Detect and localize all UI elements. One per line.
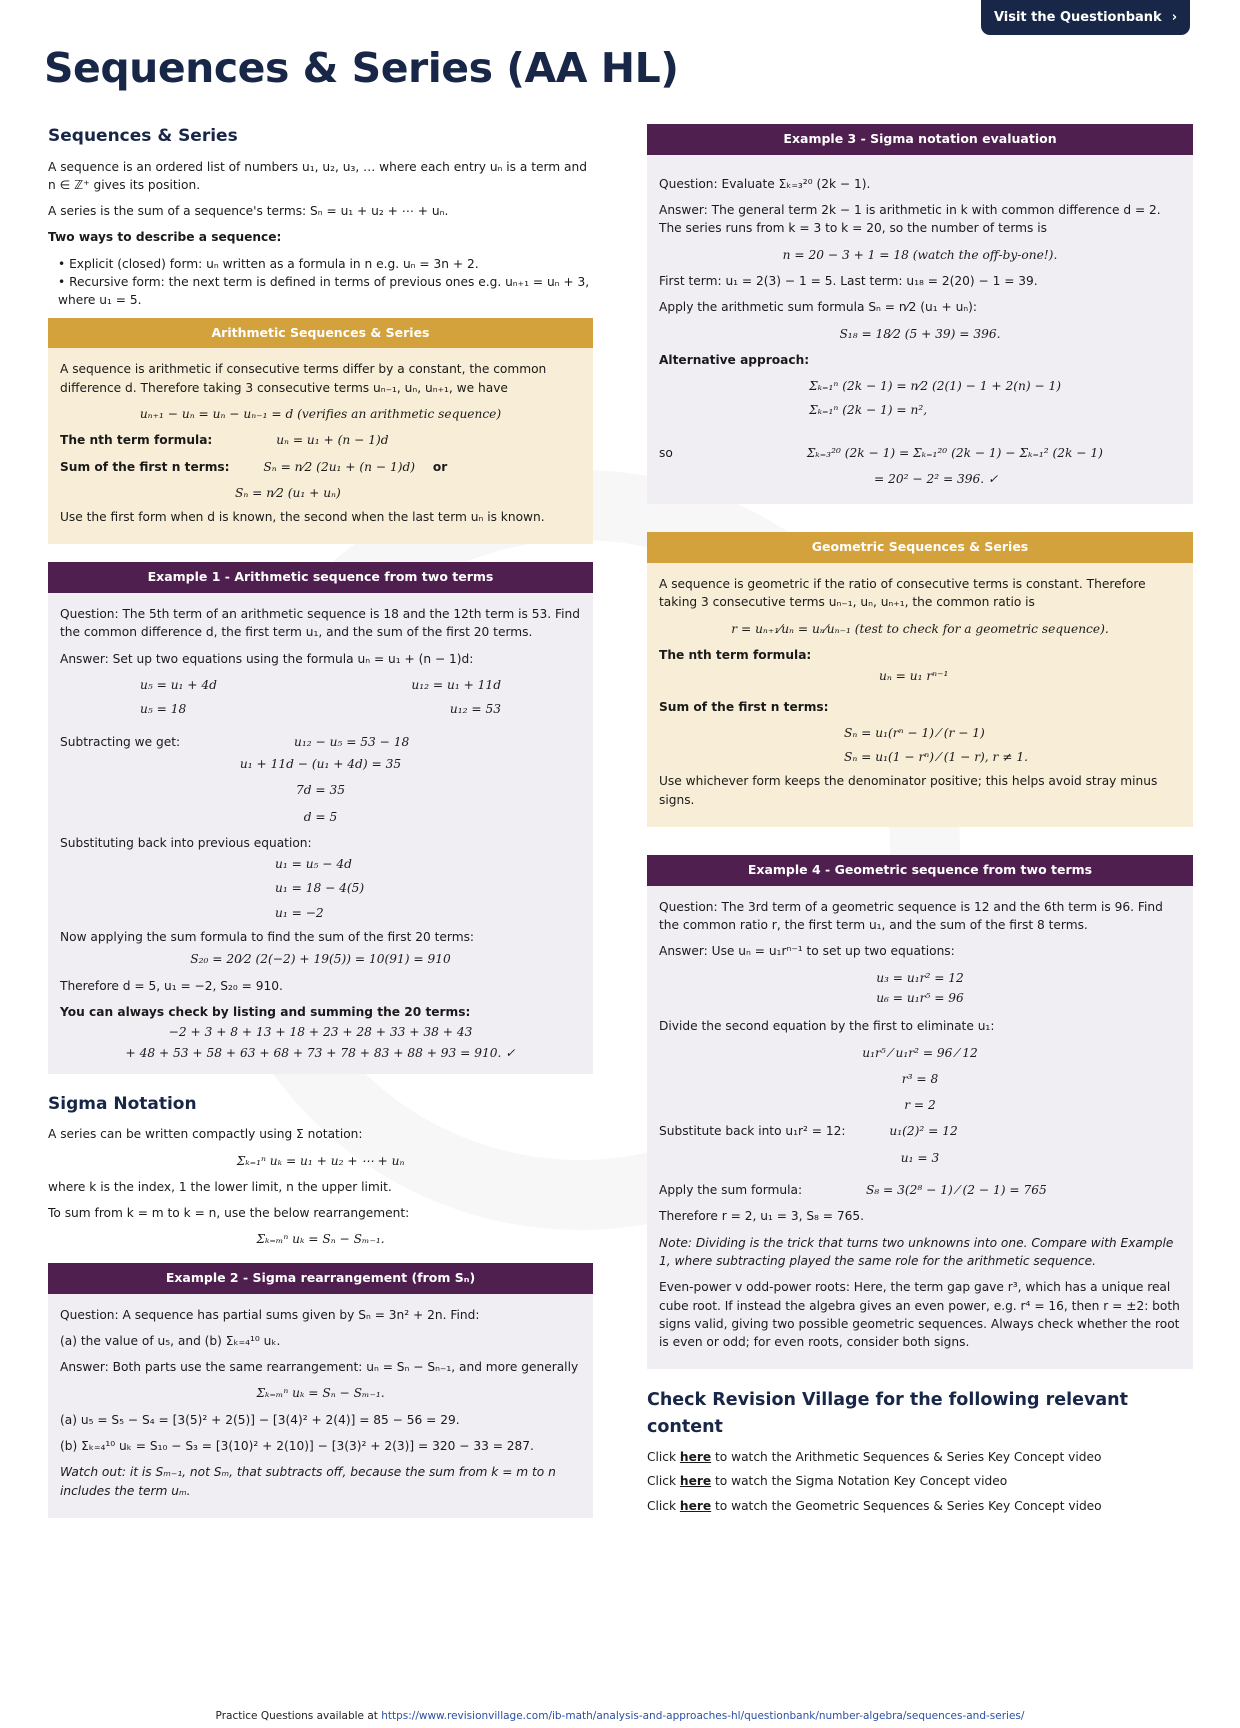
- ex1-c1: u₁ = u₅ − 4d: [275, 857, 352, 872]
- intro-p2: A series is the sum of a sequence's terms: Sₙ = u₁ + u₂ + ⋯ + uₙ.: [48, 204, 449, 219]
- ex4-d1: u₁r⁵ ⁄ u₁r² = 96 ⁄ 12: [862, 1045, 978, 1060]
- links-section: [647, 1387, 1193, 1514]
- ex4-sum-label: Apply the sum formula:: [659, 1183, 803, 1198]
- geo-p1: A sequence is geometric if the ratio of consecutive terms is constant. Therefore taking 3 consecutive terms uₙ₋₁, uₙ, uₙ₊₁, the common ratio is: [659, 577, 1146, 610]
- link-sigma-video[interactable]: here: [679, 1474, 712, 1489]
- right-column: [647, 124, 1193, 1521]
- geo-sum1: Sₙ = u₁(rⁿ − 1) ⁄ (r − 1): [844, 725, 985, 740]
- ex1-s4: d = 5: [303, 809, 338, 824]
- link-label: to watch the Sigma Notation Key Concept video: [715, 1474, 1008, 1489]
- ex3-apply: Apply the arithmetic sum formula Sₙ = n⁄2 (u₁ + uₙ):: [659, 300, 978, 315]
- sigma-p1: A series can be written compactly using Σ notation:: [48, 1127, 363, 1142]
- geo-sum-label: Sum of the first n terms:: [659, 699, 829, 714]
- sum-eq1: Sₙ = n⁄2 (2u₁ + (n − 1)d): [263, 459, 416, 474]
- ex3-n-eq: n = 20 − 3 + 1 = 18 (watch the off-by-one!).: [782, 247, 1058, 262]
- ex1-s1: u₁₂ − u₅ = 53 − 18: [294, 734, 410, 749]
- arith-p1: A sequence is arithmetic if consecutive terms differ by a constant, the common difference d. Therefore taking 3 consecutive terms uₙ₋₁, uₙ, uₙ₊₁, we have: [60, 362, 547, 395]
- ex4-e1: u₃ = u₁r² = 12: [876, 970, 964, 985]
- ex3-question: Question: Evaluate Σₖ₌₃²⁰ (2k − 1).: [659, 176, 871, 191]
- ex4-note: Note: Dividing is the trick that turns two unknowns into one. Compare with Example 1, where subtracting played the same role for the arithmetic sequence.: [659, 1235, 1174, 1268]
- ex1-s2: u₁ + 11d − (u₁ + 4d) = 35: [239, 756, 402, 771]
- geometric-box: [647, 532, 1193, 827]
- ex1-s3: 7d = 35: [295, 783, 346, 798]
- ex4-sub1: u₁(2)² = 12: [889, 1124, 958, 1139]
- intro-list: [58, 255, 593, 310]
- geo-sum2: Sₙ = u₁(1 − rⁿ) ⁄ (1 − r), r ≠ 1.: [844, 750, 1028, 765]
- geo-ratio: r = uₙ₊₁⁄uₙ = uₙ⁄uₙ₋₁ (test to check for a geometric sequence).: [731, 621, 1109, 636]
- ex2-question: Question: A sequence has partial sums given by Sₙ = 3n² + 2n. Find:: [60, 1307, 480, 1322]
- ex4-sum: S₈ = 3(2⁸ − 1) ⁄ (2 − 1) = 765: [865, 1183, 1047, 1198]
- ex2-watch: Watch out: it is Sₘ₋₁, not Sₘ, that subtracts off, because the sum from k = m to n includes the term uₘ.: [60, 1465, 556, 1498]
- ex4-therefore: Therefore r = 2, u₁ = 3, S₈ = 765.: [659, 1209, 865, 1224]
- example1-header: Example 1 - Arithmetic sequence from two terms: [48, 562, 593, 593]
- sigma-eq1: Σₖ₌₁ⁿ uₖ = u₁ + u₂ + ⋯ + uₙ: [236, 1153, 405, 1168]
- ex3-alt-label: Alternative approach:: [659, 352, 810, 367]
- ex2-eq: Σₖ₌ₘⁿ uₖ = Sₙ − Sₘ₋₁.: [256, 1386, 385, 1401]
- ex3-s18: S₁₈ = 18⁄2 (5 + 39) = 396.: [839, 326, 1001, 341]
- or-label: or: [432, 459, 448, 474]
- ex1-a2: u₁₂ = u₁ + 11d: [411, 678, 501, 693]
- sigma-eq2: Σₖ₌ₘⁿ uₖ = Sₙ − Sₘ₋₁.: [256, 1232, 385, 1247]
- ex2-answer: Answer: Both parts use the same rearrangement: uₙ = Sₙ − Sₙ₋₁, and more generally: [60, 1360, 579, 1375]
- sigma-p3: To sum from k = m to k = n, use the below rearrangement:: [48, 1206, 410, 1221]
- arithmetic-box: [48, 318, 593, 545]
- ex3-terms: First term: u₁ = 2(3) − 1 = 5. Last term: u₁₈ = 2(20) − 1 = 39.: [659, 273, 1038, 288]
- geo-nth-label: The nth term formula:: [659, 647, 812, 662]
- ex4-divide: Divide the second equation by the first to eliminate u₁:: [659, 1019, 995, 1034]
- intro-p3: Two ways to describe a sequence:: [48, 230, 282, 245]
- ex3-alt1: Σₖ₌₁ⁿ (2k − 1) = n⁄2 (2(1) − 1 + 2(n) − 1): [809, 379, 1062, 394]
- sum-label: Sum of the first n terms:: [60, 459, 230, 474]
- geo-tip: Use whichever form keeps the denominator positive; this helps avoid stray minus signs.: [659, 774, 1158, 807]
- example3-header: Example 3 - Sigma notation evaluation: [647, 124, 1193, 155]
- left-column: [48, 124, 593, 1536]
- geo-nth-eq: uₙ = u₁ rⁿ⁻¹: [879, 669, 949, 684]
- link-geometric-video[interactable]: here: [679, 1498, 712, 1513]
- example2-box: [48, 1263, 593, 1518]
- ex1-c3: u₁ = −2: [275, 905, 324, 920]
- ex1-list2: + 48 + 53 + 58 + 63 + 68 + 73 + 78 + 83 + 88 + 93 = 910. ✓: [125, 1045, 516, 1060]
- arithmetic-header: Arithmetic Sequences & Series: [48, 318, 593, 349]
- ex2-b: (b) Σₖ₌₄¹⁰ uₖ = S₁₀ − S₃ = [3(10)² + 2(10)] − [3(3)² + 2(3)] = 320 − 33 = 287.: [60, 1439, 534, 1454]
- ex1-apply: Now applying the sum formula to find the sum of the first 20 terms:: [60, 930, 475, 945]
- intro-heading: Sequences & Series: [48, 126, 238, 146]
- ex1-list1: −2 + 3 + 8 + 13 + 18 + 23 + 28 + 33 + 38 + 43: [168, 1025, 473, 1040]
- arith-tip: Use the first form when d is known, the second when the last term uₙ is known.: [60, 510, 545, 525]
- ex4-d2: r³ = 8: [901, 1071, 939, 1086]
- ex3-alt2: Σₖ₌₁ⁿ (2k − 1) = n²,: [809, 403, 928, 418]
- click-label: Click: [647, 1498, 677, 1513]
- ex4-answer: Answer: Use uₙ = u₁rⁿ⁻¹ to set up two equations:: [659, 944, 955, 959]
- link-arithmetic-video[interactable]: here: [679, 1449, 712, 1464]
- ex1-check-label: You can always check by listing and summing the 20 terms:: [60, 1004, 471, 1019]
- ex1-a1: u₅ = u₁ + 4d: [140, 678, 217, 693]
- footer-text: Practice Questions available at: [215, 1710, 378, 1722]
- geometric-header: Geometric Sequences & Series: [647, 532, 1193, 563]
- ex1-back-label: Substituting back into previous equation:: [60, 835, 312, 850]
- nth-label: The nth term formula:: [60, 433, 213, 448]
- visit-questionbank-button[interactable]: Visit the Questionbank ›: [981, 0, 1190, 35]
- list-item: • Recursive form: the next term is defined in terms of previous ones e.g. uₙ₊₁ = uₙ + 3, where u₁ = 5.: [58, 273, 593, 310]
- ex1-b1: u₅ = 18: [140, 702, 187, 717]
- click-label: Click: [647, 1449, 677, 1464]
- ex1-b2: u₁₂ = 53: [449, 702, 501, 717]
- example4-header: Example 4 - Geometric sequence from two terms: [647, 855, 1193, 886]
- ex3-alt3: Σₖ₌₃²⁰ (2k − 1) = Σₖ₌₁²⁰ (2k − 1) − Σₖ₌₁² (2k − 1): [806, 445, 1103, 460]
- ex3-alt4: = 20² − 2² = 396. ✓: [874, 472, 999, 487]
- ex1-question: Question: The 5th term of an arithmetic sequence is 18 and the 12th term is 53. Find the common difference d, the first term u₁, and the sum of the first 20 terms.: [60, 607, 580, 640]
- links-heading: Check Revision Village for the following relevant content: [647, 1390, 1128, 1437]
- example4-box: [647, 855, 1193, 1369]
- page-title: Sequences & Series (AA HL): [44, 44, 679, 92]
- ex3-so: so: [659, 445, 673, 460]
- ex2-parts: (a) the value of u₅, and (b) Σₖ₌₄¹⁰ uₖ.: [60, 1333, 281, 1348]
- ex2-a: (a) u₅ = S₅ − S₄ = [3(5)² + 2(5)] − [3(4)² + 2(4)] = 85 − 56 = 29.: [60, 1412, 460, 1427]
- ex1-sub-label: Subtracting we get:: [60, 734, 181, 749]
- nth-eq: uₙ = u₁ + (n − 1)d: [276, 433, 389, 448]
- ex1-s20: S₂₀ = 20⁄2 (2(−2) + 19(5)) = 10(91) = 910: [190, 952, 451, 967]
- list-item: • Explicit (closed) form: uₙ written as a formula in n e.g. uₙ = 3n + 2.: [58, 255, 593, 273]
- ex3-answer: Answer: The general term 2k − 1 is arithmetic in k with common difference d = 2. The series runs from k = 3 to k = 20, so the number of terms is: [659, 203, 1161, 236]
- footer-url-link[interactable]: https://www.revisionvillage.com/ib-math/analysis-and-approaches-hl/questionbank/number-algebra/sequences-and-series/: [381, 1710, 1025, 1722]
- ex4-sub2: u₁ = 3: [900, 1150, 940, 1165]
- ex4-e2: u₆ = u₁r⁵ = 96: [876, 990, 964, 1005]
- ex4-sub-label: Substitute back into u₁r² = 12:: [659, 1124, 846, 1139]
- ex1-answer: Answer: Set up two equations using the formula uₙ = u₁ + (n − 1)d:: [60, 651, 474, 666]
- sum-eq2: Sₙ = n⁄2 (u₁ + uₙ): [235, 485, 341, 500]
- ex1-therefore: Therefore d = 5, u₁ = −2, S₂₀ = 910.: [60, 978, 283, 993]
- ex4-even: Even-power v odd-power roots: Here, the term gap gave r³, which has a unique real cube root. If instead the algebra gives an even power, e.g. r⁴ = 16, then r = ±2: both signs valid, giving two possible geometric sequences. Always check whether the root is even or odd; for even roots, consider both signs.: [659, 1280, 1180, 1350]
- intro-p1: A sequence is an ordered list of numbers u₁, u₂, u₃, … where each entry uₙ is a term and n ∈ ℤ⁺ gives its position.: [48, 159, 587, 192]
- click-label: Click: [647, 1474, 677, 1489]
- ex4-d3: r = 2: [904, 1098, 936, 1113]
- chevron-right-icon: ›: [1171, 9, 1178, 25]
- example2-header: Example 2 - Sigma rearrangement (from Sₙ): [48, 1263, 593, 1294]
- ex1-c2: u₁ = 18 − 4(5): [275, 881, 365, 896]
- footer: [0, 1709, 1240, 1725]
- link-label: to watch the Arithmetic Sequences & Series Key Concept video: [715, 1449, 1102, 1464]
- sigma-heading: Sigma Notation: [48, 1093, 197, 1114]
- sigma-p2: where k is the index, 1 the lower limit, n the upper limit.: [48, 1179, 392, 1194]
- ex4-question: Question: The 3rd term of a geometric sequence is 12 and the 6th term is 96. Find the common ratio r, the first term u₁, and the sum of the first 8 terms.: [659, 899, 1163, 933]
- arith-eq1: uₙ₊₁ − uₙ = uₙ − uₙ₋₁ = d (verifies an arithmetic sequence): [139, 406, 502, 421]
- example3-box: [647, 124, 1193, 504]
- example1-box: [48, 562, 593, 1073]
- link-label: to watch the Geometric Sequences & Series Key Concept video: [715, 1498, 1102, 1513]
